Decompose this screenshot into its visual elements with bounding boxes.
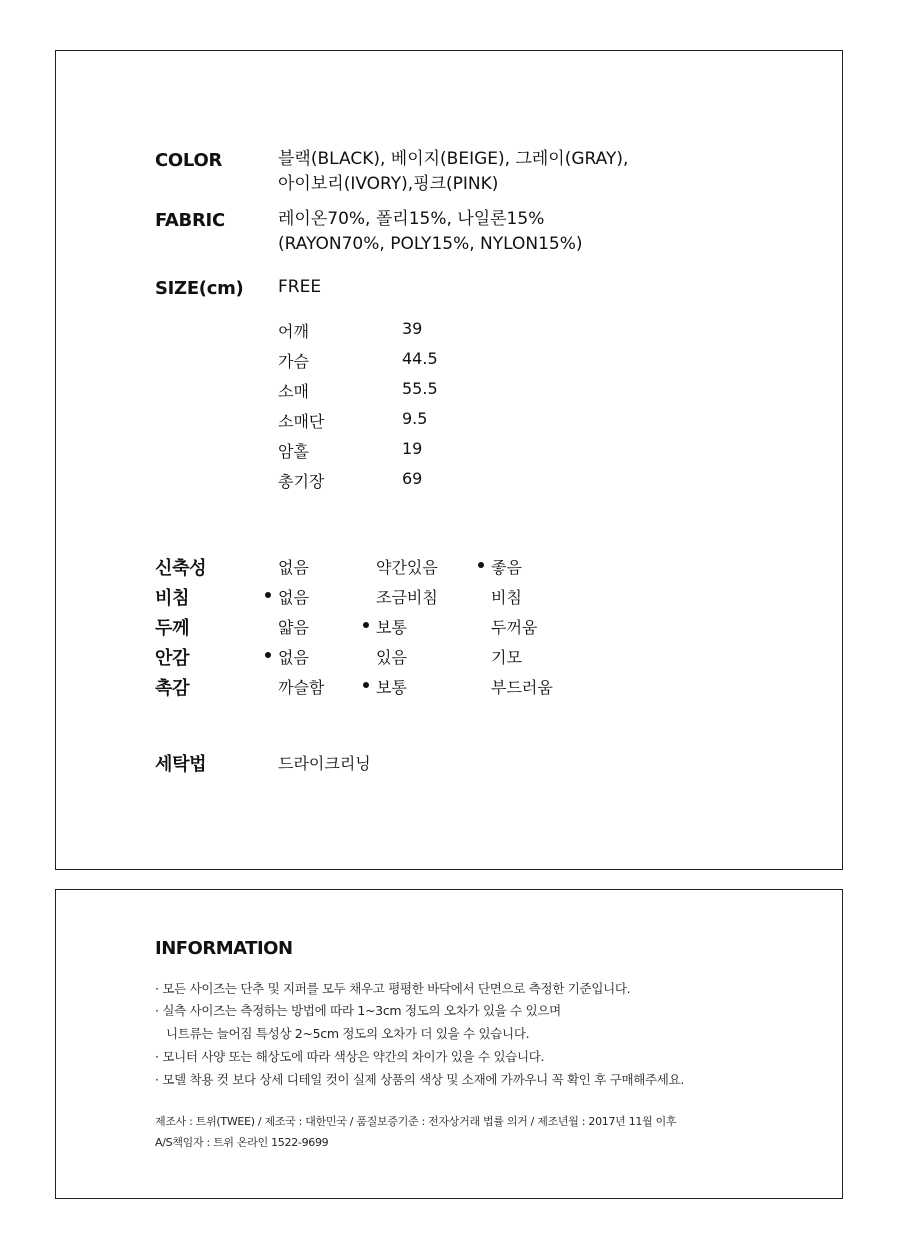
- information-note: · 모델 착용 컷 보다 상세 디테일 컷이 실제 상품의 색상 및 소재에 가까우니 꼭 확인 후 구매해주세요.: [155, 1072, 685, 1087]
- lining-option-yes: 있음: [376, 648, 407, 667]
- stretch-option-slight: 약간있음: [376, 558, 438, 577]
- selected-dot: [363, 682, 369, 688]
- fabric-value-line-1: 레이온70%, 폴리15%, 나일론15%: [278, 209, 545, 229]
- sheerness-label: 비침: [155, 588, 190, 609]
- texture-option-soft: 부드러움: [491, 678, 553, 697]
- size-row-value: 39: [402, 319, 423, 338]
- sheerness-option-none: 없음: [278, 588, 309, 607]
- color-label: COLOR: [155, 150, 223, 171]
- selected-dot: [363, 622, 369, 628]
- information-note: · 모든 사이즈는 단추 및 지퍼를 모두 채우고 평평한 바닥에서 단면으로 측정한 기준입니다.: [155, 981, 631, 996]
- lining-label: 안감: [155, 648, 190, 669]
- selected-dot: [478, 562, 484, 568]
- size-row-name: 암홀: [278, 442, 309, 461]
- size-row-value: 55.5: [402, 379, 438, 398]
- information-note: · 실측 사이즈는 측정하는 방법에 따라 1~3cm 정도의 오차가 있을 수 있으며: [155, 1003, 561, 1018]
- fabric-value-line-2: (RAYON70%, POLY15%, NYLON15%): [278, 234, 583, 254]
- size-row-name: 소매: [278, 382, 309, 401]
- size-row-value: 19: [402, 439, 423, 458]
- size-row-value: 44.5: [402, 349, 438, 368]
- selected-dot: [265, 652, 271, 658]
- texture-label: 촉감: [155, 678, 190, 699]
- sheerness-option-slight: 조금비침: [376, 588, 438, 607]
- size-row-name: 총기장: [278, 472, 325, 491]
- thickness-label: 두께: [155, 618, 190, 639]
- size-value: FREE: [278, 277, 322, 297]
- thickness-option-thin: 얇음: [278, 618, 309, 637]
- size-row-value: 9.5: [402, 409, 428, 428]
- thickness-option-normal: 보통: [376, 618, 407, 637]
- stretch-option-none: 없음: [278, 558, 309, 577]
- size-row-name: 가슴: [278, 352, 309, 371]
- information-title: INFORMATION: [155, 938, 293, 959]
- size-row-name: 어깨: [278, 322, 309, 341]
- color-value-line-1: 블랙(BLACK), 베이지(BEIGE), 그레이(GRAY),: [278, 149, 629, 169]
- size-row-value: 69: [402, 469, 423, 488]
- fabric-label: FABRIC: [155, 210, 225, 231]
- size-row-name: 소매단: [278, 412, 325, 431]
- texture-option-normal: 보통: [376, 678, 407, 697]
- size-label: SIZE(cm): [155, 278, 244, 299]
- information-note: 니트류는 늘어짐 특성상 2~5cm 정도의 오차가 더 있을 수 있습니다.: [155, 1026, 530, 1041]
- color-value-line-2: 아이보리(IVORY),핑크(PINK): [278, 174, 499, 194]
- manufacturer-info: 제조사 : 트위(TWEE) / 제조국 : 대한민국 / 품질보증기준 : 전자상거래 법률 의거 / 제조년월 : 2017년 11월 이후: [155, 1115, 677, 1128]
- sheerness-option-sheer: 비침: [491, 588, 522, 607]
- stretch-label: 신축성: [155, 558, 207, 579]
- lining-option-none: 없음: [278, 648, 309, 667]
- lining-option-fleece: 기모: [491, 648, 522, 667]
- stretch-option-good: 좋음: [491, 558, 522, 577]
- texture-option-rough: 까슬함: [278, 678, 325, 697]
- as-contact-info: A/S책임자 : 트위 온라인 1522-9699: [155, 1136, 329, 1149]
- thickness-option-thick: 두꺼움: [491, 618, 538, 637]
- selected-dot: [265, 592, 271, 598]
- wash-label: 세탁법: [155, 754, 207, 775]
- information-note: · 모니터 사양 또는 해상도에 따라 색상은 약간의 차이가 있을 수 있습니다.: [155, 1049, 545, 1064]
- wash-value: 드라이크리닝: [278, 754, 371, 773]
